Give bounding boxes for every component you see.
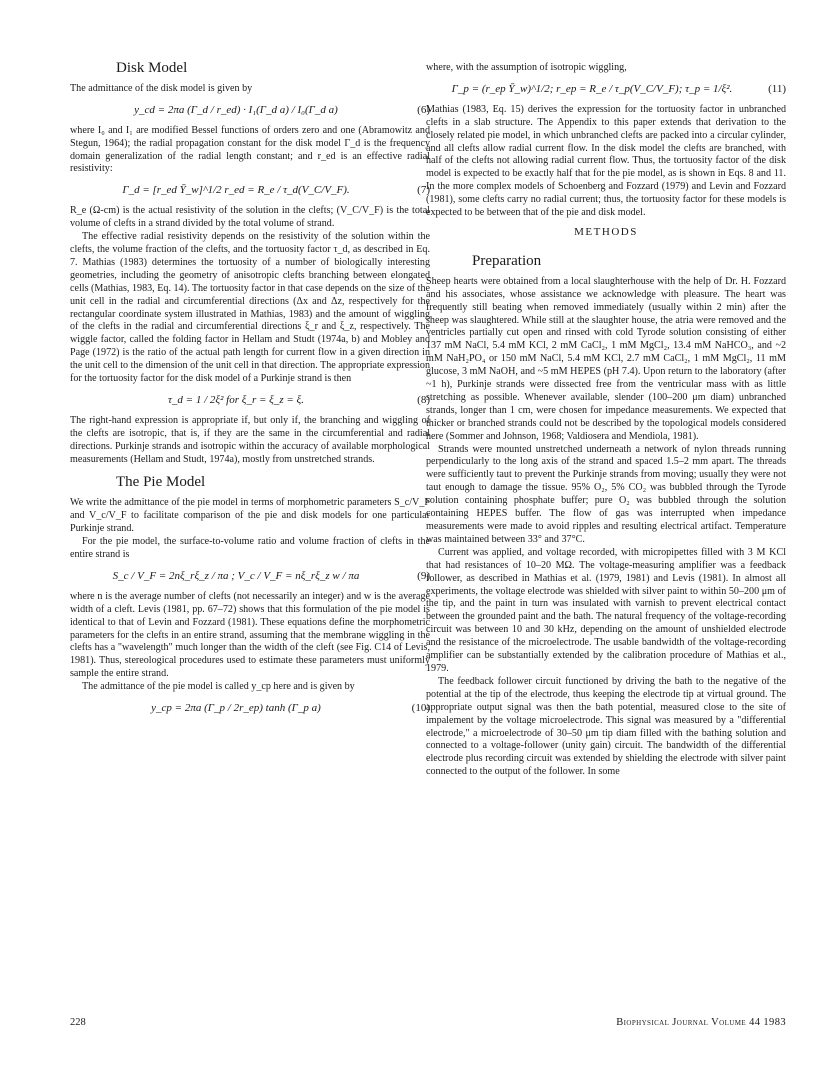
section-title-pie-model: The Pie Model: [116, 474, 206, 491]
section-title-disk-model: Disk Model: [116, 60, 188, 76]
section-title-methods: METHODS: [574, 225, 638, 238]
equation-8: [70, 394, 430, 407]
equation-number: (8): [417, 393, 430, 406]
paragraph: The admittance of the pie model is called y_cp here and is given by: [82, 681, 355, 693]
page-number: 228: [70, 1017, 86, 1028]
paragraph: The admittance of the disk model is given by: [70, 82, 253, 94]
equation-body: Γ_d = [r_ed Ȳ_w]^1/2 r_ed = R_e / τ_d(V_C/V_F).: [122, 184, 350, 197]
paragraph: The feedback follower circuit functioned by driving the bath to the negative of the potential at the tip of the electrode, thus keeping the electrode tip at virtual ground. The appropriate output signal was then the bath potential, measured close to the site of impalement by the voltage microelectrode. This signal was measured by a "differential electrode," a microelectrode of 30–50 μm tip diam filled with the bathing solution and connected to a voltage-follower (unity gain) circuit. The bandwidth of the differential electrode plus recording circuit was extended by shielding the electrode with silver paint connected to the output of the follower. In some: [426, 675, 786, 778]
equation-body: y_cd = 2πa (Γ_d / r_ed) · I₁(Γ_d a) / I₀(Γ_d a): [134, 103, 338, 116]
right-column: [426, 62, 786, 779]
equation-number: (10): [411, 702, 430, 715]
paragraph: We write the admittance of the pie model in terms of morphometric parameters S_c/V_F and V_c/V_F to facilitate comparison of the pie and disk models for one particular Purkinje strand.: [70, 497, 430, 535]
paragraph: Mathias (1983, Eq. 15) derives the expression for the tortuosity factor in unbranched clefts in a slab structure. The Appendix to this paper extends that derivation to the closely related pie model, in which unbranched clefts are packed into a circular cylinder, and all clefts allow radial current flow. In the disk model the clefts are branched, with half of the clefts not allowing radial current flow. Thus, the tortuosity factor of the disk model is expected to be exactly half that for the pie model, as is shown in Eqs. 8 and 11. In the more complex models of Schoenberg and Fozzard (1979) and Levin and Fozzard (1981), some clefts carry no radial current; thus, the tortuosity factor for these models is expected to be between that of the pie and disk model.: [426, 103, 786, 219]
equation-number: (9): [417, 569, 430, 582]
equation-11: [426, 83, 786, 96]
equation-6: [70, 104, 430, 117]
paragraph: where, with the assumption of isotropic wiggling,: [426, 62, 627, 73]
paragraph: The effective radial resistivity depends on the resistivity of the solution within the clefts, the volume fraction of the clefts, and the tortuosity factor τ_d, as described in Eq. 7. Mathias (1983) determines the tortuosity of a number of biologically interesting geometries, including the geometry of anisotropic clefts branching between elongated cells (Mathias, 1983, Eq. 14). The tortuosity factor in that case depends on the size of the unit cell in the radial and circumferential directions (Δx and Δz, respectively for the rectangular coordinate system illustrated in Mathias, 1983) and the amount of wiggling of the clefts in the radial and circumferential directions ξ_r and ξ_z, respectively. The wiggle factor, called the folding factor in Hellam and Studt (1974a, b) and Mobley and Page (1972) is the ratio of the actual path length for current flow in a given direction in the unit cell to the dimension of the unit cell in that direction. The appropriate expression for the tortuosity factor for the disk model of a Purkinje strand is then: [70, 231, 430, 385]
journal-citation: Biophysical Journal Volume 44 1983: [616, 1017, 786, 1028]
paragraph: The right-hand expression is appropriate if, but only if, the branching and wiggling of the clefts are isotropic, that is, if they are the same in the circumferential and radial directions. Purkinje strands and isotropic within the accuracy of available morphological measurements (Hellam and Studt, 1974a), mostly from unstretched strands.: [70, 414, 430, 465]
paragraph: Sheep hearts were obtained from a local slaughterhouse with the help of Dr. H. Fozzard and his associates, whose assistance we acknowledge with pleasure. The heart was frequently still beating when removed immediately (usually within 2 min) after the sheep was slaughtered. While still at the slaughter house, the atria were removed and the ventricles partially cut open and rinsed with cold Tyrode solution consisting of either 137 mM NaCl, 5.4 mM KCl, 2 mM CaCl₂, 1 mM MgCl₂, 13.4 mM NaHCO₃, and ~2 mM NaH₂PO₄ or 150 mM NaCl, 5.4 mM KCl, 2.7 mM CaCl₂, 1 mM MgCl₂, 11 mM glucose, 3 mM NaOH, and ~5 mM HEPES (pH 7.4). Upon return to the laboratory (after ~1 h), Purkinje strands were dissected free from the ventricular mass with as little stretching as possible. Whenever available, slender (100–200 μm diam) unbranched strands, longer than 1 cm, were chosen for impedance measurements. We expected that thicker or branched strands could not be described by the topological models considered here (Sommer and Johnson, 1968; Valdiosera and Mendiola, 1981).: [426, 275, 786, 442]
equation-9: [70, 570, 430, 583]
equation-body: Γ_p = (r_ep Ȳ_w)^1/2; r_ep = R_e / τ_p(V_C/V_F); τ_p = 1/ξ².: [451, 82, 733, 95]
paragraph: Strands were mounted unstretched underneath a network of nylon threads running perpendicularly to the long axis of the strand and spaced 1.5–2 mm apart. The threads were sufficiently taut to prevent the Purkinje strands from moving; usually they were not taut enough to damage the tissue. 95% O₂, 5% CO₂ was bubbled through the Tyrode solution containing phosphate buffer; pure O₂ was bubbled through the solution containing HEPES buffer. The flow of gas was interrupted when impedance measurements were made to avoid ripples and resulting electrical artifact. Temperature was maintained between 33° and 37°C.: [426, 443, 786, 545]
equation-body: y_cp = 2πa (Γ_p / 2r_ep) tanh (Γ_p a): [151, 702, 321, 715]
left-column: [70, 62, 430, 723]
paragraph: where n is the average number of clefts (not necessarily an integer) and w is the average width of a cleft. Levis (1981, pp. 67–72) shows that this formulation of the pie model is identical to that of Levin and Fozzard (1981). These equations define the morphometric parameters for the clefts in an entire strand, assuming that the membrane wiggling in the clefts has a "wavelength" much longer than the width of the cleft (see Fig. C14 of Levis, 1981). Thus, stereological procedures used to estimate these parameters must uniformly sample the entire strand.: [70, 590, 430, 680]
equation-number: (11): [768, 82, 786, 95]
equation-body: S_c / V_F = 2nξ_rξ_z / πa ; V_c / V_F = nξ_rξ_z w / πa: [112, 569, 360, 582]
paragraph: R_e (Ω-cm) is the actual resistivity of the solution in the clefts; (V_C/V_F) is the total volume of clefts in a strand divided by the total volume of strand.: [70, 205, 430, 230]
equation-7: [70, 184, 430, 197]
paragraph: Current was applied, and voltage recorded, with micropipettes filled with 3 M KCl that had resistances of 10–20 MΩ. The voltage-measuring amplifier was a feedback follower, as described in Mathias et al. (1979, 1981) and Levis (1981). In almost all experiments, the voltage electrode was shielded with silver paint to within 50–200 μm of the tip, and the paint in turn was insulated with varnish to prevent electrical contact between the grounded paint and the bath. The natural frequency of the voltage-recording circuit was between 10 and 30 kHz, depending on the amount of unshielded electrode and the resistance of the microelectrode. The usable bandwidth of the voltage-recording amplifier can be substantially extended by the calibration procedure of Mathias et al., 1979.: [426, 546, 786, 674]
equation-number: (6): [417, 103, 430, 116]
equation-number: (7): [417, 184, 430, 197]
equation-body: τ_d = 1 / 2ξ² for ξ_r = ξ_z = ξ.: [167, 393, 305, 406]
paragraph: For the pie model, the surface-to-volume ratio and volume fraction of clefts in the entire strand is: [70, 536, 430, 560]
equation-10: [70, 702, 430, 715]
section-title-preparation: Preparation: [472, 252, 542, 269]
paragraph: where I₀ and I₁ are modified Bessel functions of orders zero and one (Abramowitz and Stegun, 1964); the radial propagation constant for the disk model Γ_d is the frequency domain generalization of the radial length constant; and r_ed is an effective radial resistivity:: [70, 124, 430, 175]
